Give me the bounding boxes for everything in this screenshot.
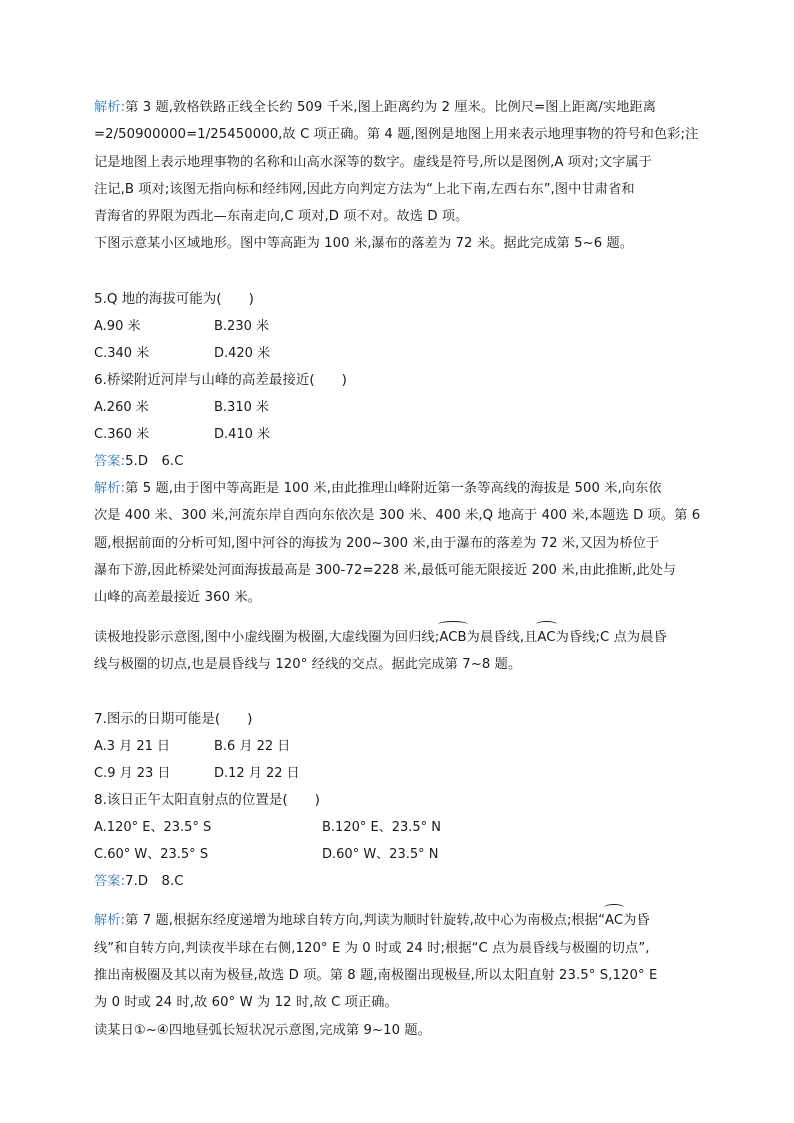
- intro-text: 为晨昏线,且: [466, 629, 538, 645]
- question-5-options-row1: [94, 313, 704, 340]
- question-6-options-row2: [94, 421, 704, 448]
- analysis-label: 解析:: [94, 100, 126, 115]
- analysis-label: 解析:: [94, 913, 126, 929]
- answer-label: 答案:: [94, 453, 126, 469]
- intro-text: 为昏线;C 点为晨昏: [555, 629, 667, 645]
- analysis-line: 次是 400 米、300 米,河流东岸自西向东依次是 300 米、400 米,Q 地高于 400 米,本题选 D 项。第 6: [94, 508, 701, 524]
- analysis-line: =2/50900000=1/25450000,故 C 项正确。第 4 题,图例是地图上用来表示地理事物的符号和色彩;注: [94, 127, 699, 143]
- option-b: B.310 米: [214, 399, 269, 415]
- analysis-line: 题,根据前面的分析可知,图中河谷的海拔为 200~300 米,由于瀑布的落差为 72 米,又因为桥位于: [94, 535, 660, 551]
- analysis-line: 推出南极圈及其以南为极昼,故选 D 项。第 8 题,南极圈出现极昼,所以太阳直射 23.5° S,120° E: [94, 968, 658, 984]
- option-c: C.9 月 23 日: [94, 766, 171, 782]
- intro-7-8: [94, 624, 704, 679]
- answer-5-6: [94, 448, 704, 475]
- question-5-options-row2: [94, 340, 704, 367]
- option-d: D.410 米: [214, 426, 271, 442]
- question-5-stem: 5.Q 地的海拔可能为( ): [94, 290, 254, 307]
- analysis-paragraph-5-6: [94, 475, 704, 611]
- analysis-paragraph-3-4: [94, 94, 704, 230]
- option-a: A.3 月 21 日: [94, 739, 171, 755]
- answer-value: 5.D 6.C: [125, 453, 184, 469]
- arc-acb: ACB: [439, 624, 466, 651]
- answer-label: 答案:: [94, 874, 126, 890]
- arc-ac: AC: [605, 907, 623, 934]
- analysis-line: 第 3 题,敦格铁路正线全长约 509 千米,图上距离约为 2 厘米。比例尺=图上距离/实地距离: [125, 100, 657, 115]
- option-b: B.6 月 22 日: [214, 739, 291, 755]
- answer-value: 7.D 8.C: [125, 874, 184, 890]
- intro-5-6: 下图示意某小区域地形。图中等高距为 100 米,瀑布的落差为 72 米。据此完成第 5~6 题。: [94, 236, 634, 252]
- answer-7-8: [94, 868, 704, 895]
- question-8-stem: 8.该日正午太阳直射点的位置是( ): [94, 792, 320, 809]
- question-6-stem: 6.桥梁附近河岸与山峰的高差最接近( ): [94, 371, 347, 388]
- question-7-stem: 7.图示的日期可能是( ): [94, 711, 253, 728]
- option-a: A.120° E、23.5° S: [94, 820, 212, 836]
- analysis-line: 第 5 题,由于图中等高距是 100 米,由此推理山峰附近第一条等高线的海拔是 500 米,向东依: [125, 481, 662, 497]
- question-6-options-row1: [94, 394, 704, 421]
- analysis-label: 解析:: [94, 481, 126, 497]
- analysis-paragraph-7-8: [94, 907, 704, 1016]
- arc-ac: AC: [537, 624, 555, 651]
- option-a: A.260 米: [94, 399, 149, 415]
- option-d: D.12 月 22 日: [214, 766, 300, 782]
- option-a: A.90 米: [94, 318, 141, 334]
- intro-text: 线与极圈的切点,也是晨昏线与 120° 经线的交点。据此完成第 7~8 题。: [94, 656, 522, 672]
- analysis-line: 记是地图上表示地理事物的名称和山高水深等的数字。虚线是符号,所以是图例,A 项对;文字属于: [94, 154, 653, 170]
- question-8-options-row1: [94, 814, 704, 841]
- intro-text: 读极地投影示意图,图中小虚线圈为极圈,大虚线圈为回归线;: [94, 629, 440, 645]
- question-7-options-row1: [94, 733, 704, 760]
- analysis-line: 线”和自转方向,判读夜半球在右侧,120° E 为 0 时或 24 时;根据“C 点为晨昏线与极圈的切点”,: [94, 940, 650, 956]
- analysis-line: 注记,B 项对;该图无指向标和经纬网,因此方向判定方法为“上北下南,左西右东”,图中甘肃省和: [94, 181, 635, 197]
- analysis-line: 山峰的高差最接近 360 米。: [94, 590, 261, 606]
- analysis-line: 为昏: [623, 913, 650, 929]
- analysis-line: 第 7 题,根据东经度递增为地球自转方向,判读为顺时针旋转,故中心为南极点;根据“: [125, 913, 606, 929]
- option-b: B.120° E、23.5° N: [322, 820, 442, 836]
- analysis-line: 青海省的界限为西北—东南走向,C 项对,D 项不对。故选 D 项。: [94, 209, 469, 225]
- question-8-options-row2: [94, 841, 704, 868]
- option-c: C.340 米: [94, 345, 150, 361]
- intro-9-10: 读某日①~④四地昼弧长短状况示意图,完成第 9~10 题。: [94, 1022, 431, 1038]
- option-c: C.60° W、23.5° S: [94, 847, 209, 863]
- option-c: C.360 米: [94, 426, 150, 442]
- analysis-line: 瀑布下游,因此桥梁处河面海拔最高是 300-72=228 米,最低可能无限接近 200 米,由此推断,此处与: [94, 562, 677, 578]
- option-d: D.420 米: [214, 345, 271, 361]
- analysis-line: 为 0 时或 24 时,故 60° W 为 12 时,故 C 项正确。: [94, 995, 398, 1011]
- question-7-options-row2: [94, 760, 704, 787]
- option-d: D.60° W、23.5° N: [322, 847, 439, 863]
- option-b: B.230 米: [214, 318, 269, 334]
- document-page: [94, 94, 704, 1044]
